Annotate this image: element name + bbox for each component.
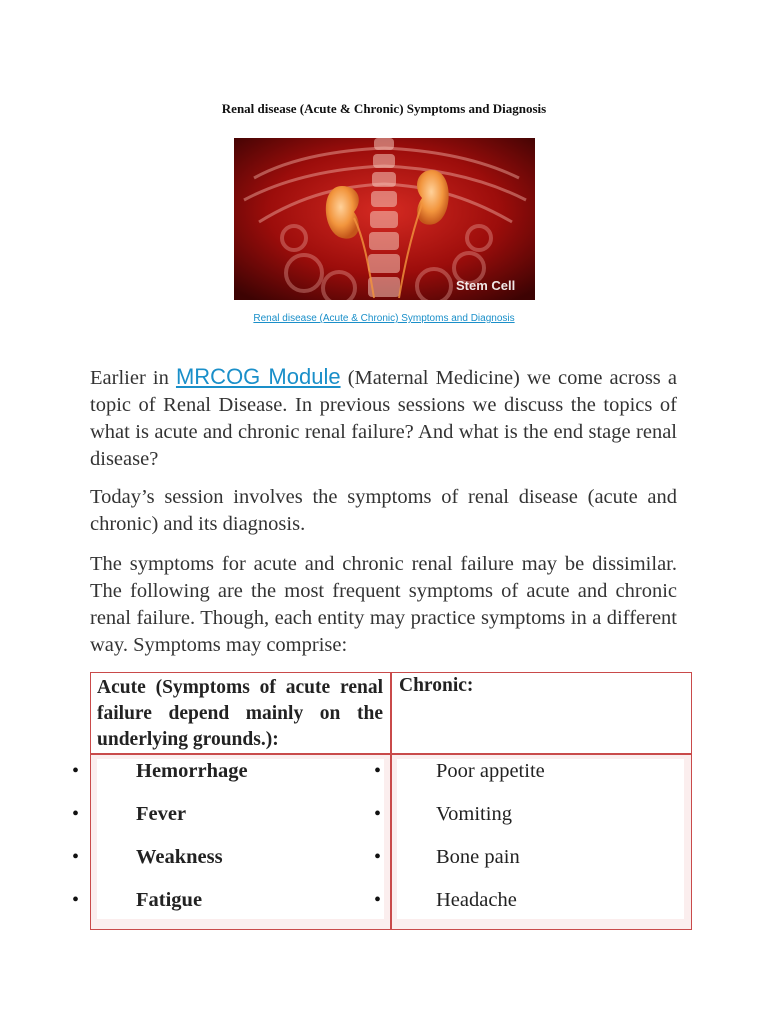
mrcog-module-link[interactable]: MRCOG Module (175, 364, 341, 389)
paragraph-intro-rest: (Maternal Medicine) we come across a topic of Renal Disease. In previous sessions we discuss the topics of what is acute and chronic renal failure? And what is the end stage renal disease? (90, 367, 677, 470)
bullet-icon: • (72, 760, 80, 782)
header-divider (91, 753, 691, 755)
bullet-icon: • (374, 803, 382, 825)
bullet-icon: • (374, 760, 382, 782)
document-title: Renal disease (Acute & Chronic) Symptoms and Diagnosis (221, 101, 547, 116)
chronic-item: Poor appetite (436, 760, 545, 782)
paragraph-session: Today’s session involves the symptoms of renal disease (acute and chronic) and its diagnosis. (90, 486, 677, 535)
kidney-illustration (234, 138, 535, 300)
column-divider (390, 673, 392, 929)
paragraph-intro (90, 363, 677, 473)
chronic-header: Chronic: (399, 675, 474, 696)
acute-item: Hemorrhage (136, 760, 248, 782)
acute-header: Acute (Symptoms of acute renal failure depend mainly on the underlying grounds.): (97, 677, 383, 750)
bullet-icon: • (72, 889, 80, 911)
paragraph-symptoms: The symptoms for acute and chronic renal failure may be dissimilar. The following are the most frequent symptoms of acute and chronic renal failure. Though, each entity may practice symptoms in a different way. Symptoms may comprise: (90, 553, 677, 656)
paragraph-intro-lead: Earlier in (90, 367, 176, 389)
acute-item: Weakness (136, 846, 223, 868)
chronic-item: Bone pain (436, 846, 520, 868)
chronic-item: Headache (436, 889, 517, 911)
acute-item: Fatigue (136, 889, 203, 911)
chronic-item: Vomiting (436, 803, 512, 825)
bullet-icon: • (72, 803, 80, 825)
bullet-icon: • (374, 846, 382, 868)
bullet-icon: • (72, 846, 80, 868)
image-caption-link[interactable]: Renal disease (Acute & Chronic) Symptoms and Diagnosis (253, 313, 515, 324)
acute-item: Fever (136, 803, 187, 825)
bullet-icon: • (374, 889, 382, 911)
stem-cell-watermark: Stem Cell (456, 278, 516, 293)
